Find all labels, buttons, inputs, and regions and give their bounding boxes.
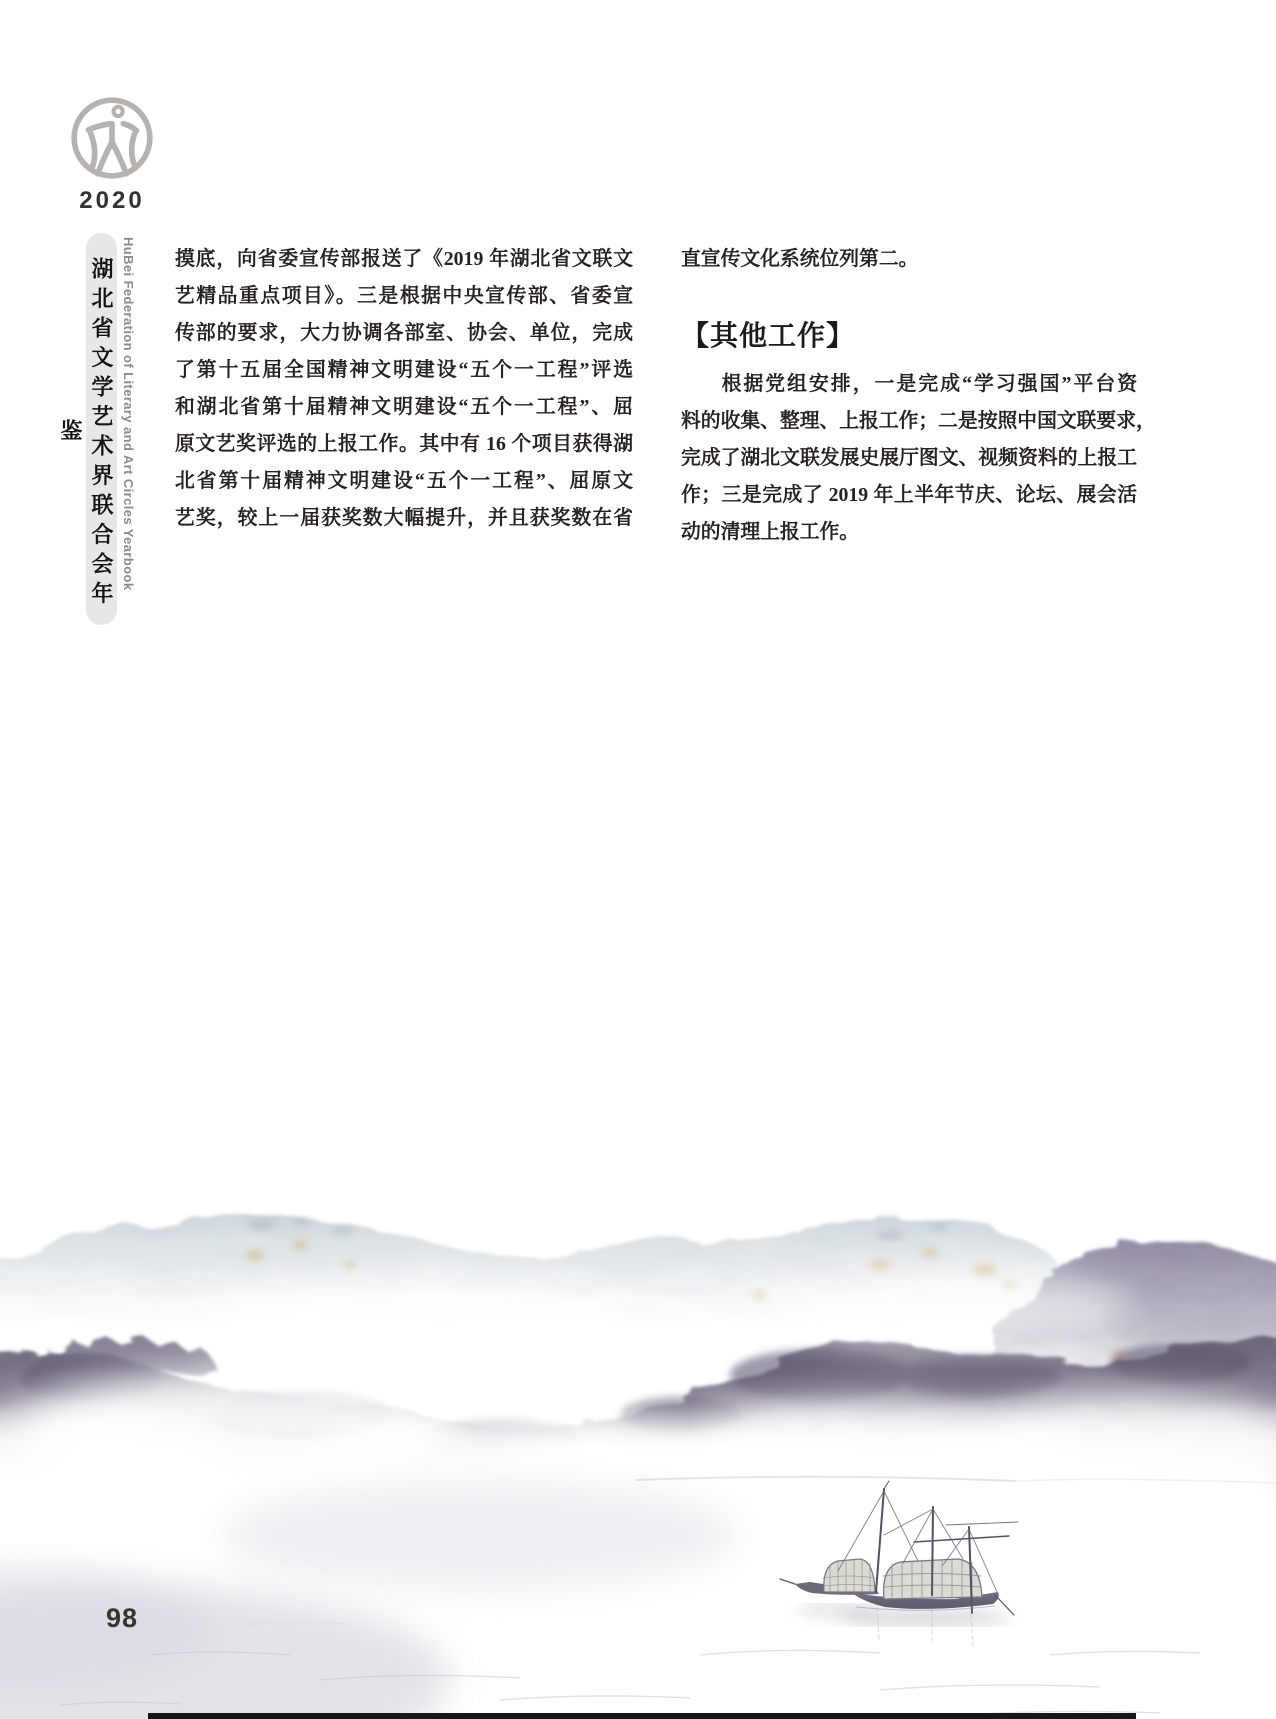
text-line: 动的清理上报工作。 [681,521,860,543]
ink-wash-painting [0,1095,1276,1719]
sidebar-title-cn: 湖北省文学艺术界联合会年鉴 [86,233,117,625]
page-number: 98 [106,1603,139,1633]
text-line: 直宣传文化系统位列第二。 [681,248,919,270]
text-line: 艺奖，较上一届获奖数大幅提升，并且获奖数在省 [175,507,633,529]
text-line: 北省第十届精神文明建设“五个一工程”、屈原文 [175,470,633,492]
section-header: 【其他工作】 [681,320,856,351]
text-line: 了第十五届全国精神文明建设“五个一工程”评选 [175,359,633,381]
text-line: 传部的要求，大力协调各部室、协会、单位，完成 [175,322,633,344]
text-line: 摸底，向省委宣传部报送了《2019 年湖北省文联文 [175,248,633,270]
right-column [681,241,1156,551]
text-line: 根据党组安排，一是完成“学习强国”平台资 [721,373,1137,395]
brand-block [64,92,160,215]
federation-logo-icon [66,92,158,184]
boat-reflection [796,1605,1010,1647]
text-line: 和湖北省第十届精神文明建设“五个一工程”、屈 [175,396,633,418]
sidebar-title-en: HuBei Federation of Literary and Art Circles Yearbook [121,237,136,591]
text-line: 完成了湖北文联发展史展厅图文、视频资料的上报工 [681,447,1137,469]
logo-year: 2020 [79,187,145,214]
page-edge-artifact [148,1713,1136,1719]
text-line: 作；三是完成了 2019 年上半年节庆、论坛、展会活 [681,484,1137,506]
text-line: 料的收集、整理、上报工作；二是按照中国文联要求， [681,410,1156,432]
text-line: 艺精品重点项目》。三是根据中央宣传部、省委宣 [175,285,633,307]
left-column [175,241,633,537]
text-line: 原文艺奖评选的上报工作。其中有 16 个项目获得湖 [175,433,633,455]
